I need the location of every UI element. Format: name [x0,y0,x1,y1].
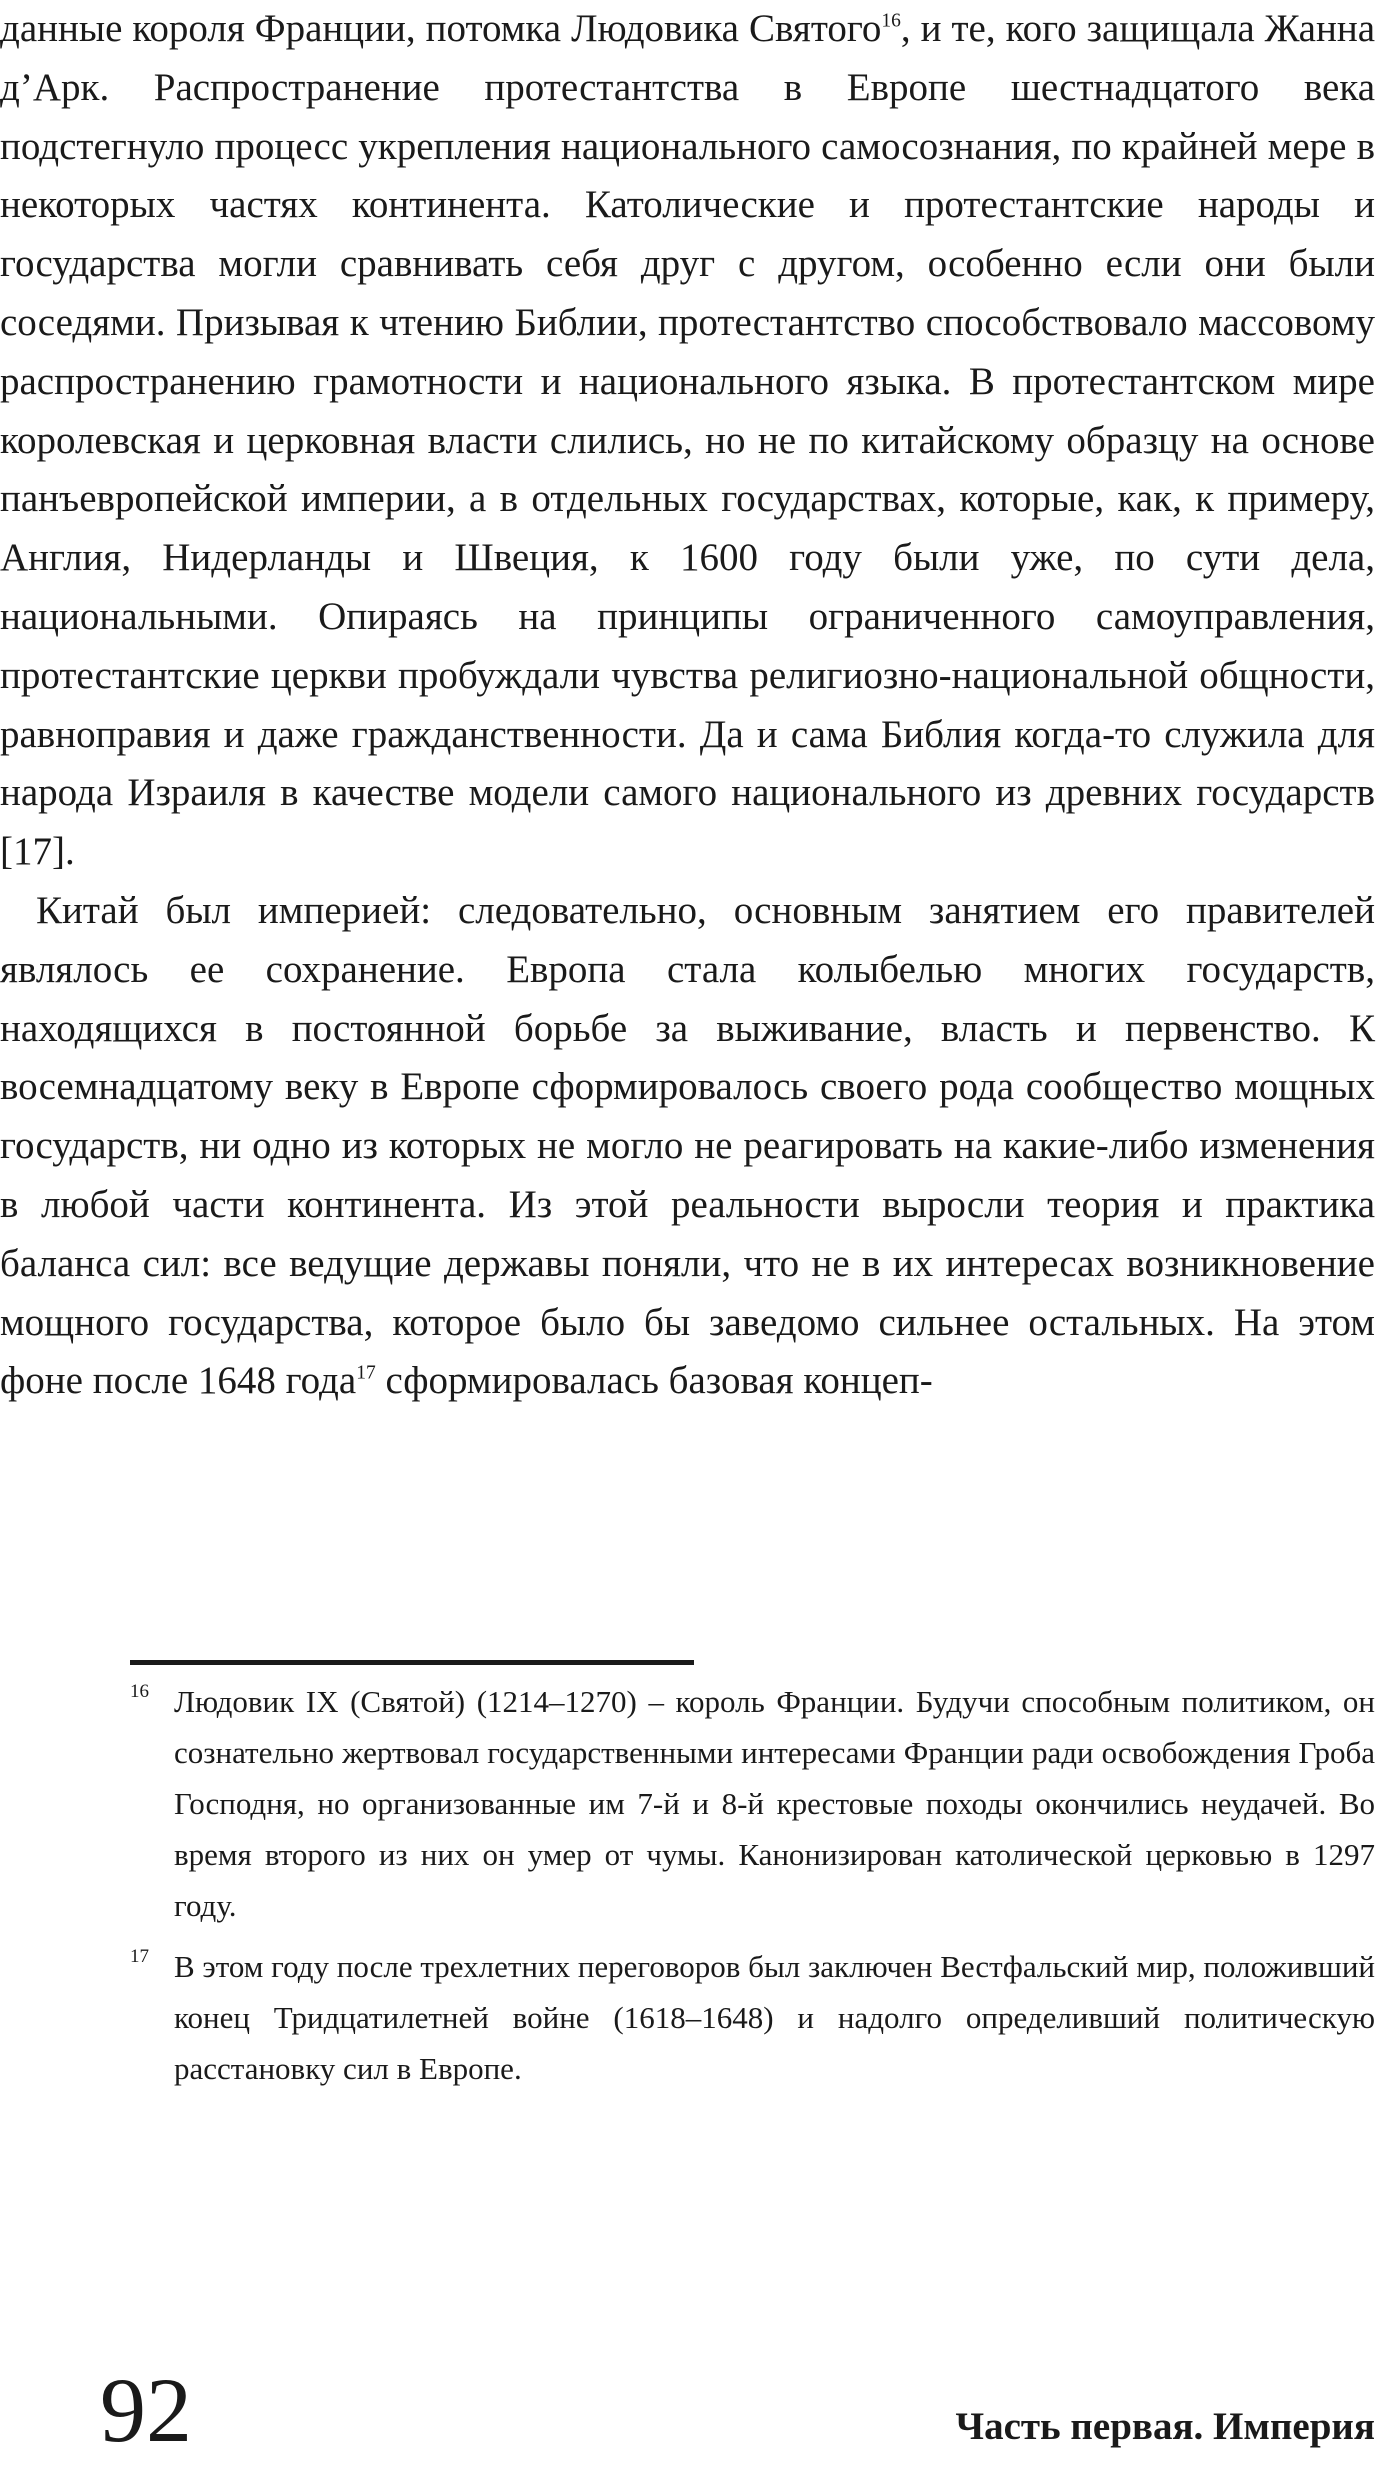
paragraph-1-text-a: данные короля Франции, потомка Людовика Святого [0,7,882,50]
paragraph-1-text-b: , и те, кого защищала Жанна д’Арк. Распространение протестантства в Европе шестнадцатого века подстегнуло процесс укрепления национального самосознания, по крайней мере в некоторых частях континента. Католические и протестантские народы и государства могли сравнивать себя друг с другом, особенно если они были соседями. Призывая к чтению Библии, протестантство способствовало массовому распространению грамотности и национального языка. В протестантском мире королевская и церковная власти слились, но не по китайскому образцу на основе панъевропейской империи, а в отдельных государствах, которые, как, к примеру, Англия, Нидерланды и Швеция, к 1600 году были уже, по сути дела, национальными. Опираясь на принципы ограниченного самоуправления, протестантские церкви пробуждали чувства религиозно-национальной общности, равноправия и даже гражданственности. Да и сама Библия когда-то служила для народа Израиля в качестве модели самого национального из древних государств [17]. [0,7,1376,874]
footnote-ref-17[interactable]: 17 [356,1362,376,1384]
paragraph-2-text-b: сформировалась базовая концеп- [375,1359,933,1403]
running-head: Часть первая. Империя [955,2405,1375,2448]
paragraph-2 [0,882,1375,1411]
footnote-16 [130,1676,1375,1931]
footnote-text: В этом году после трехлетних переговоров был заключен Вестфальский мир, положивший конец Тридцатилетней войне (1618–1648) и надолго определивший политическую расстановку сил в Европе. [174,1949,1375,2086]
page-number: 92 [100,2359,192,2461]
page-footer [0,2352,1375,2462]
footnote-number: 17 [130,1946,149,1967]
footnote-17 [130,1941,1375,2094]
footnote-ref-16[interactable]: 16 [881,10,901,32]
paragraph-2-text-a: Китай был империей: следовательно, основным занятием его правителей являлось ее сохранение. Европа стала колыбелью многих государств, находящихся в постоянной борьбе за выживание, власть и первенство. К восемнадцатому веку в Европе сформировалось своего рода сообщество мощных государств, ни одно из которых не могло не реагировать на какие-либо изменения в любой части континента. Из этой реальности выросли теория и практика баланса сил: все ведущие державы поняли, что не в их интересах возникновение мощного государства, которое было бы заведомо сильнее остальных. На этом фоне после 1648 года [0,888,1375,1403]
paragraph-1 [0,0,1375,882]
footnotes [130,1676,1375,2094]
footnote-text: Людовик IX (Святой) (1214–1270) – король Франции. Будучи способным политиком, он сознательно жертвовал государственными интересами Франции ради освобождения Гроба Господня, но организованные им 7-й и 8-й крестовые походы окончились неудачей. Во время второго из них он умер от чумы. Канонизирован католической церковью в 1297 году. [174,1684,1375,1923]
footnote-number: 16 [130,1681,149,1702]
footnote-separator [130,1660,694,1665]
